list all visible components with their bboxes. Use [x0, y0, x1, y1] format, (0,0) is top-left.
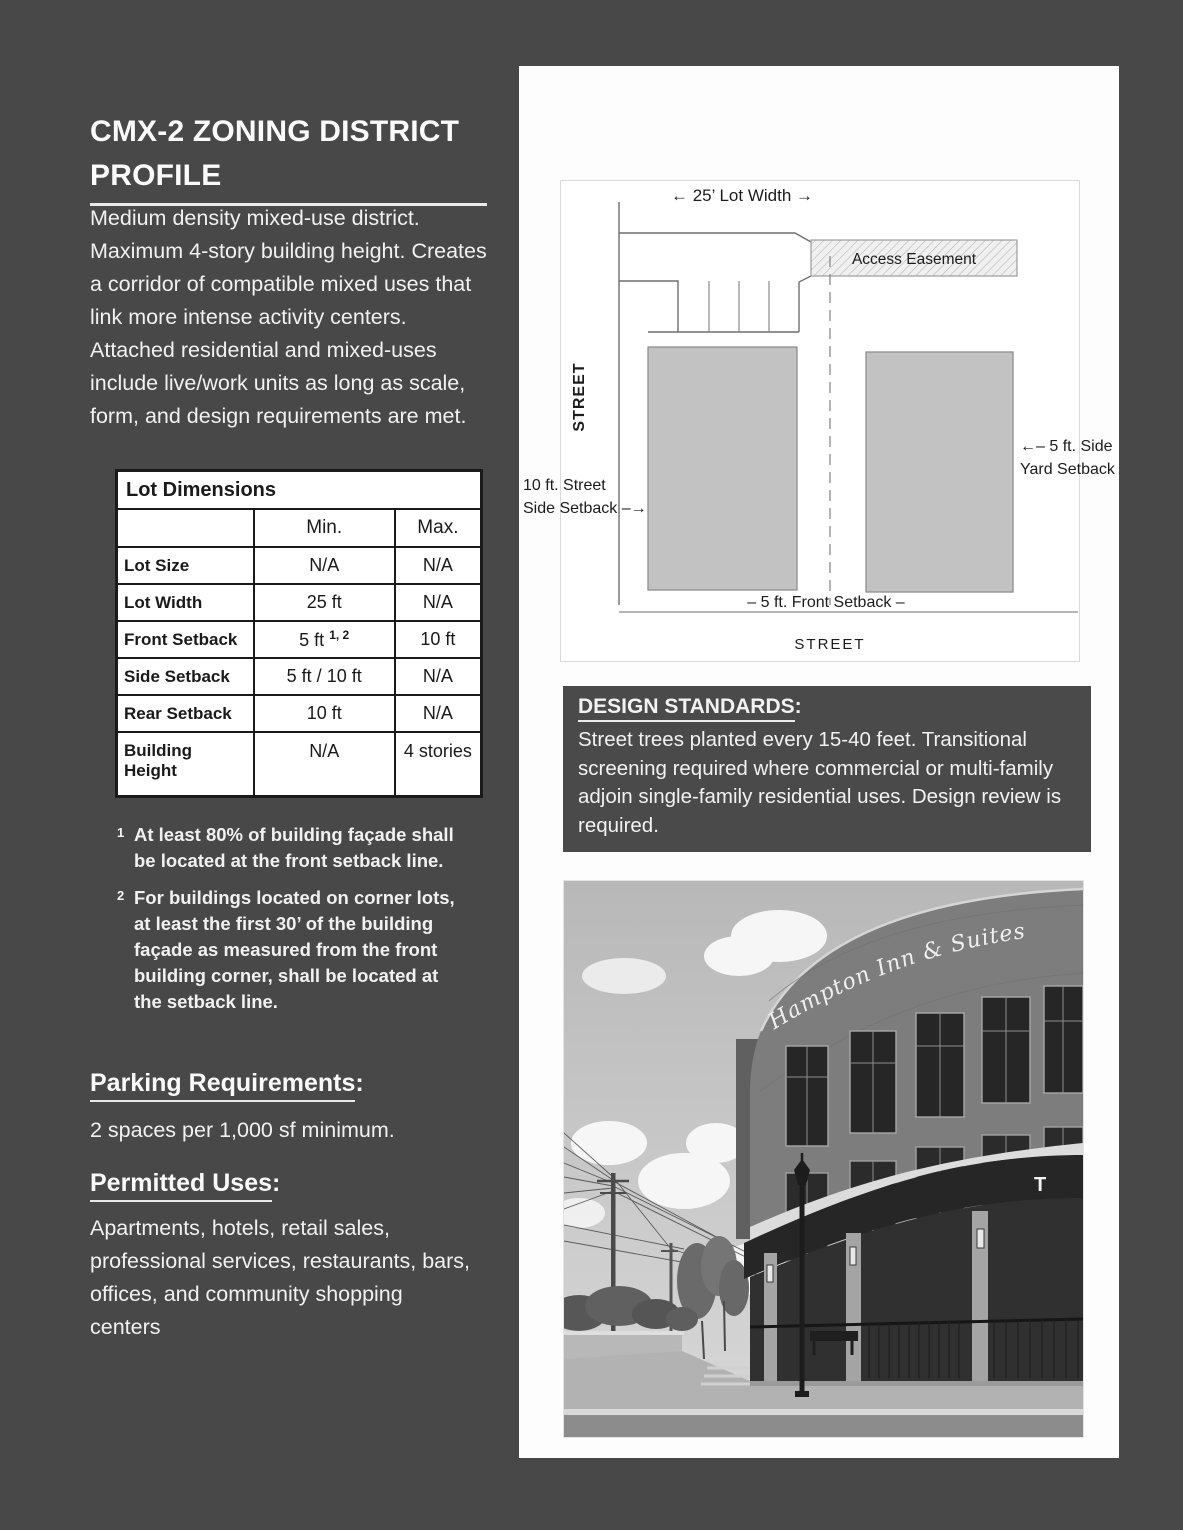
footnote-text: At least 80% of building façade shall be located at the front setback line. [134, 824, 454, 871]
page-title-line1: CMX-2 ZONING DISTRICT [90, 115, 460, 149]
side-yard-setback-label-line2: Yard Setback [1020, 461, 1115, 478]
side-yard-setback-label-line1: ←– 5 ft. Side [1020, 438, 1113, 455]
lot-width-label: ← 25’ Lot Width → [670, 186, 814, 205]
street-side-setback-label-line2: Side Setback –→ [523, 500, 647, 517]
lot-dimensions-table [115, 469, 483, 798]
footnote-2 [117, 885, 471, 1015]
table-row: Side Setback 5 ft / 10 ft N/A [117, 658, 482, 695]
col-header-blank [117, 509, 254, 547]
page-title-line2: PROFILE [90, 159, 222, 193]
design-standards-text: Street trees planted every 15-40 feet. Transitional screening required where commercial or multi-family adjoin single-family residential uses. Design review is required. [578, 728, 1062, 837]
valet-sign: T [1034, 1174, 1047, 1196]
table-title: Lot Dimensions [117, 471, 482, 510]
col-header-min: Min. [254, 509, 395, 547]
table-row: Lot Size N/A N/A [117, 547, 482, 584]
curb [564, 1409, 1083, 1415]
building-footprint-right [866, 352, 1013, 592]
table-row: Lot Width 25 ft N/A [117, 584, 482, 621]
footnote-1 [117, 822, 471, 874]
hotel-photo [563, 880, 1084, 1438]
parking-requirements-text: 2 spaces per 1,000 sf minimum. [90, 1117, 395, 1142]
footnote-reference: 1, 2 [329, 628, 350, 642]
street-label-bottom: STREET [794, 636, 866, 653]
footnote-marker: 2 [117, 888, 125, 903]
table-row: Front Setback 5 ft $^{1, 2}$ 10 ft [117, 621, 482, 658]
permitted-uses-heading: Permitted Uses: [90, 1169, 280, 1202]
site-diagram [519, 180, 1119, 662]
street-label-left: STREET [571, 362, 588, 432]
col-header-max: Max. [395, 509, 482, 547]
front-setback-label: – 5 ft. Front Setback – [747, 594, 905, 611]
design-standards-box [563, 686, 1091, 852]
page-title [90, 110, 487, 206]
footnote-marker: 1 [117, 825, 125, 840]
hotel-sign-text: Hampton Inn & Suites [764, 918, 1028, 1035]
road [564, 1415, 1083, 1437]
access-easement-label: Access Easement [851, 251, 977, 268]
parking-requirements-heading: Parking Requirements: [90, 1069, 364, 1102]
footnote-text: For buildings located on corner lots, at least the first 30’ of the building façade as measured from the front building corner, shall be located at the setback line. [134, 887, 455, 1012]
wall-cap [564, 1331, 684, 1335]
footnotes [117, 822, 471, 1026]
table-row: Building Height N/A 4 stories [117, 732, 482, 797]
district-description: Medium density mixed-use district. Maximum 4-story building height. Creates a corridor of compatible mixed uses that link more intense activity centers. Attached residential and mixed-uses include live/work units as long as scale, form, and design requirements are met. [90, 205, 487, 428]
table-row: Rear Setback 10 ft N/A [117, 695, 482, 732]
permitted-uses-text: Apartments, hotels, retail sales, professional services, restaurants, bars, offices, and community shopping centers [90, 1215, 470, 1339]
street-side-setback-label-line1: 10 ft. Street [523, 477, 606, 494]
design-standards-heading: DESIGN STANDARDS: [578, 695, 1076, 722]
building-footprint-left [648, 347, 797, 590]
right-panel [519, 66, 1119, 1458]
